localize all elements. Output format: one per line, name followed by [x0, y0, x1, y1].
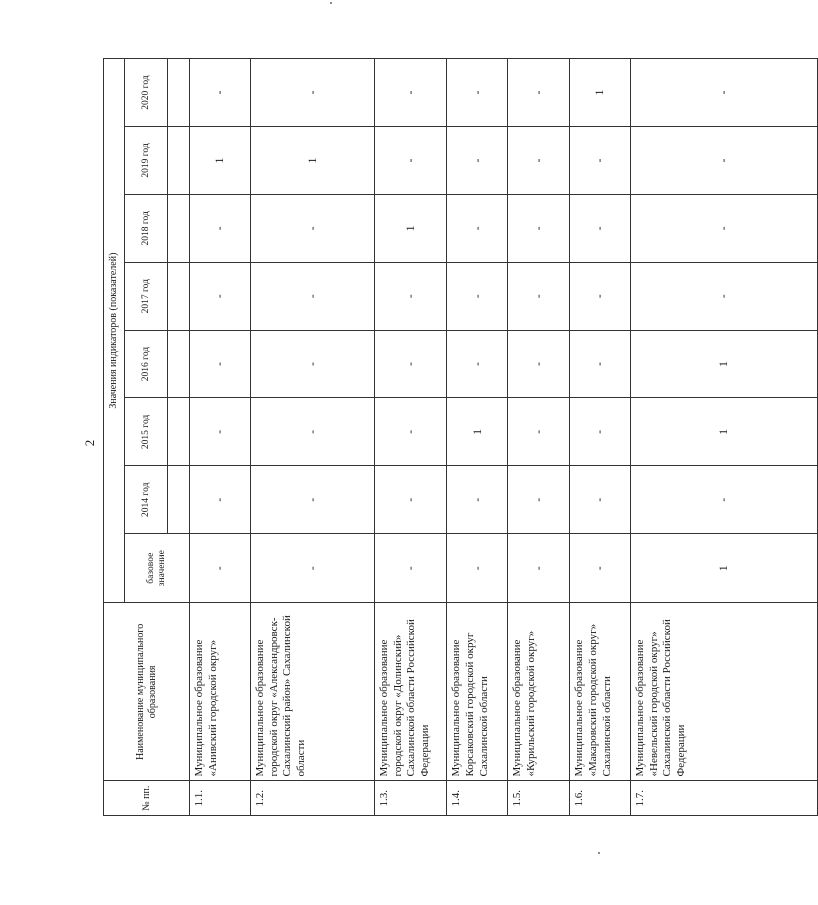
scan-speck	[330, 2, 332, 4]
header-col-2019: 2019 год	[125, 127, 168, 195]
table-row	[374, 59, 447, 816]
row-name: Муниципальное образование городской округ «Александровск-Сахалинский район» Сахалинской области	[250, 603, 374, 781]
header-col-2018: 2018 год	[125, 194, 168, 262]
value-cell: -	[447, 194, 508, 262]
value-cell: -	[190, 466, 251, 534]
header-name: Наименование муниципального образования	[104, 603, 190, 781]
value-cell: -	[447, 262, 508, 330]
row-name: Муниципальное образование Корсаковский городской округ Сахалинской области	[447, 603, 508, 781]
row-name: Муниципальное образование «Анивский городской округ»	[190, 603, 251, 781]
value-cell: -	[250, 59, 374, 127]
value-cell: -	[374, 534, 447, 603]
row-number: 1.2.	[250, 781, 374, 816]
header-blank-cell	[168, 398, 190, 466]
row-name: Муниципальное образование «Невельский городской округ» Сахалинской области Российской Федерации	[630, 603, 817, 781]
value-cell: -	[630, 59, 817, 127]
value-cell: 1	[630, 398, 817, 466]
value-cell: -	[508, 534, 570, 603]
value-cell: 1	[447, 398, 508, 466]
value-cell: -	[508, 330, 570, 398]
value-cell: -	[374, 398, 447, 466]
value-cell: -	[190, 262, 251, 330]
value-cell: -	[250, 466, 374, 534]
row-name: Муниципальное образование городской округ «Долинский» Сахалинской области Российской Федерации	[374, 603, 447, 781]
value-cell: -	[570, 398, 631, 466]
value-cell: -	[447, 127, 508, 195]
row-number: 1.7.	[630, 781, 817, 816]
row-number: 1.6.	[570, 781, 631, 816]
scan-speck	[598, 852, 600, 854]
value-cell: -	[508, 262, 570, 330]
value-cell: -	[250, 534, 374, 603]
table-row	[630, 59, 817, 816]
value-cell: -	[190, 59, 251, 127]
value-cell: -	[570, 127, 631, 195]
header-blank-cell	[168, 59, 190, 127]
row-name: Муниципальное образование «Курильский городской округ»	[508, 603, 570, 781]
value-cell: -	[250, 194, 374, 262]
value-cell: -	[190, 330, 251, 398]
header-col-2014: 2014 год	[125, 466, 168, 534]
value-cell: -	[374, 127, 447, 195]
header-values: Значения индикаторов (показателей)	[104, 59, 125, 603]
table-row	[250, 59, 374, 816]
value-cell: -	[190, 534, 251, 603]
value-cell: 1	[374, 194, 447, 262]
row-number: 1.3.	[374, 781, 447, 816]
value-cell: -	[374, 330, 447, 398]
table-row	[570, 59, 631, 816]
value-cell: -	[508, 466, 570, 534]
value-cell: -	[570, 194, 631, 262]
value-cell: -	[447, 466, 508, 534]
header-blank-cell	[168, 127, 190, 195]
rotated-page-content	[103, 58, 818, 816]
row-number: 1.1.	[190, 781, 251, 816]
table-row	[190, 59, 251, 816]
value-cell: 1	[630, 330, 817, 398]
value-cell: -	[374, 59, 447, 127]
value-cell: -	[508, 59, 570, 127]
value-cell: -	[630, 466, 817, 534]
value-cell: -	[570, 330, 631, 398]
value-cell: -	[570, 262, 631, 330]
row-name: Муниципальное образование «Макаровский городской округ» Сахалинской области	[570, 603, 631, 781]
header-col-2020: 2020 год	[125, 59, 168, 127]
value-cell: -	[630, 127, 817, 195]
value-cell: -	[570, 534, 631, 603]
value-cell: -	[508, 127, 570, 195]
header-col-base: базовое значение	[125, 534, 190, 603]
value-cell: -	[190, 398, 251, 466]
header-blank-cell	[168, 194, 190, 262]
row-number: 1.4.	[447, 781, 508, 816]
value-cell: -	[250, 398, 374, 466]
value-cell: -	[250, 330, 374, 398]
value-cell: -	[508, 398, 570, 466]
value-cell: -	[374, 466, 447, 534]
value-cell: 1	[190, 127, 251, 195]
value-cell: -	[508, 194, 570, 262]
header-col-2017: 2017 год	[125, 262, 168, 330]
header-blank-cell	[168, 262, 190, 330]
value-cell: -	[374, 262, 447, 330]
value-cell: -	[447, 534, 508, 603]
page-number: 2	[82, 439, 97, 447]
table-row	[508, 59, 570, 816]
value-cell: -	[447, 330, 508, 398]
header-col-2015: 2015 год	[125, 398, 168, 466]
header-num: № пп.	[104, 781, 190, 816]
value-cell: 1	[630, 534, 817, 603]
value-cell: -	[447, 59, 508, 127]
header-col-2016: 2016 год	[125, 330, 168, 398]
value-cell: -	[630, 262, 817, 330]
value-cell: -	[630, 194, 817, 262]
header-blank-cell	[168, 330, 190, 398]
value-cell: 1	[250, 127, 374, 195]
row-number: 1.5.	[508, 781, 570, 816]
header-blank-cell	[168, 466, 190, 534]
value-cell: -	[250, 262, 374, 330]
indicators-table	[103, 58, 818, 816]
value-cell: 1	[570, 59, 631, 127]
value-cell: -	[570, 466, 631, 534]
value-cell: -	[190, 194, 251, 262]
table-row	[447, 59, 508, 816]
